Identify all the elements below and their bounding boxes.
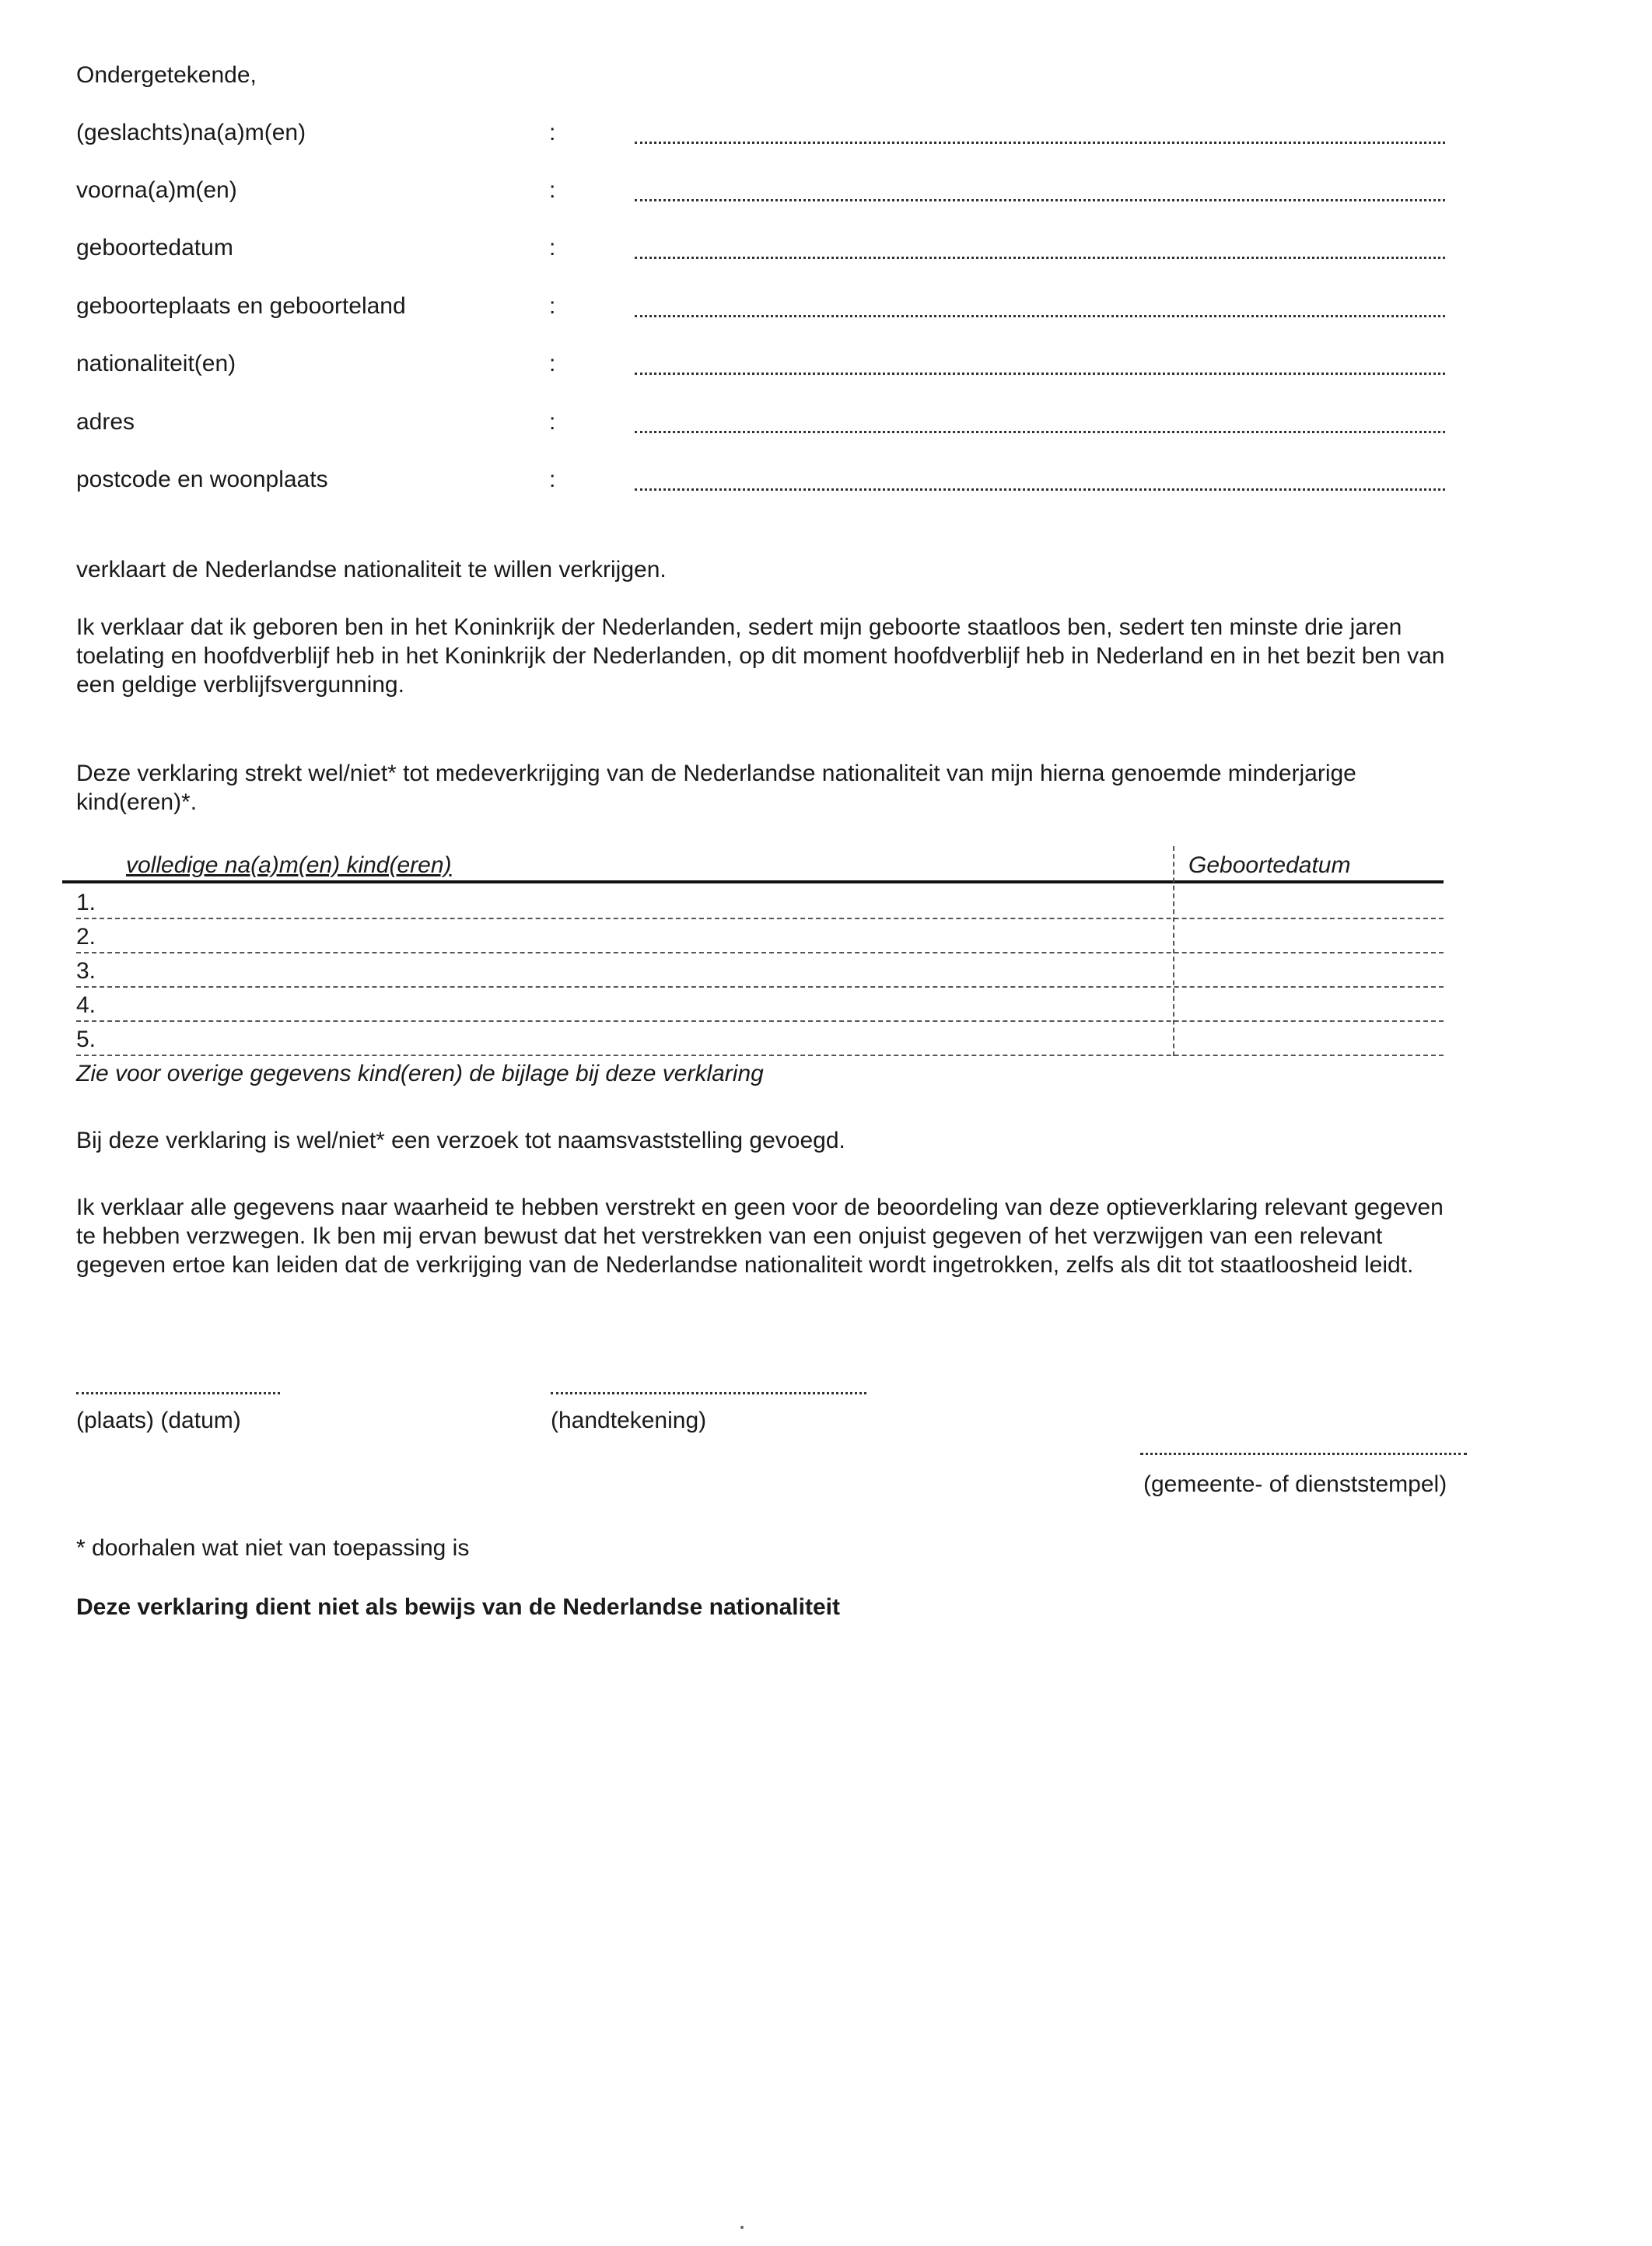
field-label: (geslachts)na(a)m(en)	[76, 120, 306, 145]
field-label: voorna(a)m(en)	[76, 177, 237, 203]
scan-speck	[740, 2226, 744, 2229]
table-footnote: Zie voor overige gegevens kind(eren) de bijlage bij deze verklaring	[76, 1061, 764, 1086]
field-label: adres	[76, 409, 135, 435]
row-number: 4.	[76, 992, 96, 1018]
field-birth-date	[76, 233, 1445, 266]
header-child-names: volledige na(a)m(en) kind(eren)	[126, 852, 452, 878]
field-surname	[76, 118, 1445, 151]
header-birth-date: Geboortedatum	[1188, 852, 1351, 878]
field-colon: :	[549, 177, 556, 203]
field-colon: :	[549, 120, 556, 145]
table-row[interactable]	[76, 918, 1444, 953]
asterisk-footnote: * doorhalen wat niet van toepassing is	[76, 1535, 470, 1561]
field-address	[76, 408, 1445, 440]
stamp-label: (gemeente- of dienststempel)	[1143, 1471, 1447, 1497]
field-colon: :	[549, 293, 556, 319]
field-postcode-city	[76, 465, 1445, 498]
table-row[interactable]	[76, 1020, 1444, 1056]
fill-in-line[interactable]	[635, 488, 1445, 491]
place-date-label: (plaats) (datum)	[76, 1408, 241, 1433]
field-colon: :	[549, 467, 556, 492]
table-row[interactable]	[76, 952, 1444, 988]
field-nationality	[76, 349, 1445, 382]
fill-in-line[interactable]	[635, 315, 1445, 317]
field-colon: :	[549, 351, 556, 376]
signature-line[interactable]	[551, 1391, 866, 1394]
fill-in-line[interactable]	[635, 373, 1445, 375]
row-number: 1.	[76, 890, 96, 915]
children-table-header	[62, 846, 1444, 883]
stamp-line[interactable]	[1140, 1451, 1467, 1455]
fill-in-line[interactable]	[635, 199, 1445, 201]
disclaimer-text: Deze verklaring dient niet als bewijs van de Nederlandse nationaliteit	[76, 1594, 840, 1620]
truth-statement-text: Ik verklaar alle gegevens naar waarheid te hebben verstrekt en geen voor de beoordeling van deze optieverklaring relevant gegeven te hebben verzwegen. Ik ben mij ervan bewust dat het verstrekken van een onjuist gegeven of het verzwijgen van een relevant gegeven ertoe kan leiden dat de verkrijging van de Nederlandse nationaliteit wordt ingetrokken, zelfs als dit tot staatloosheid leidt.	[76, 1195, 1444, 1278]
signature-label: (handtekening)	[551, 1408, 707, 1433]
place-date-line[interactable]	[76, 1391, 280, 1394]
field-label: nationaliteit(en)	[76, 351, 236, 376]
field-label: geboortedatum	[76, 235, 233, 261]
row-number: 3.	[76, 958, 96, 984]
intro-text: Ondergetekende,	[76, 62, 257, 88]
field-birth-place	[76, 292, 1445, 324]
fill-in-line[interactable]	[635, 142, 1445, 144]
name-request-text: Bij deze verklaring is wel/niet* een verzoek tot naamsvaststelling gevoegd.	[76, 1128, 845, 1153]
field-first-names	[76, 176, 1445, 208]
field-label: geboorteplaats en geboorteland	[76, 293, 406, 319]
table-row[interactable]	[76, 986, 1444, 1022]
row-number: 5.	[76, 1027, 96, 1052]
fill-in-line[interactable]	[635, 431, 1445, 433]
fill-in-line[interactable]	[635, 257, 1445, 259]
field-colon: :	[549, 409, 556, 435]
table-row[interactable]	[76, 883, 1444, 919]
field-label: postcode en woonplaats	[76, 467, 328, 492]
declaration-text: verklaart de Nederlandse nationaliteit te willen verkrijgen.	[76, 557, 667, 582]
field-colon: :	[549, 235, 556, 261]
children-intro-text: Deze verklaring strekt wel/niet* tot medeverkrijging van de Nederlandse nationaliteit van mijn hierna genoemde minderjarige kind(eren)*.	[76, 761, 1356, 815]
statement-text: Ik verklaar dat ik geboren ben in het Koninkrijk der Nederlanden, sedert mijn geboorte staatloos ben, sedert ten minste drie jaren toelating en hoofdverblijf heb in het Koninkrijk der Nederlanden, op dit moment hoofdverblijf heb in Nederland en in het bezit ben van een geldige verblijfsvergunning.	[76, 614, 1445, 698]
row-number: 2.	[76, 924, 96, 950]
